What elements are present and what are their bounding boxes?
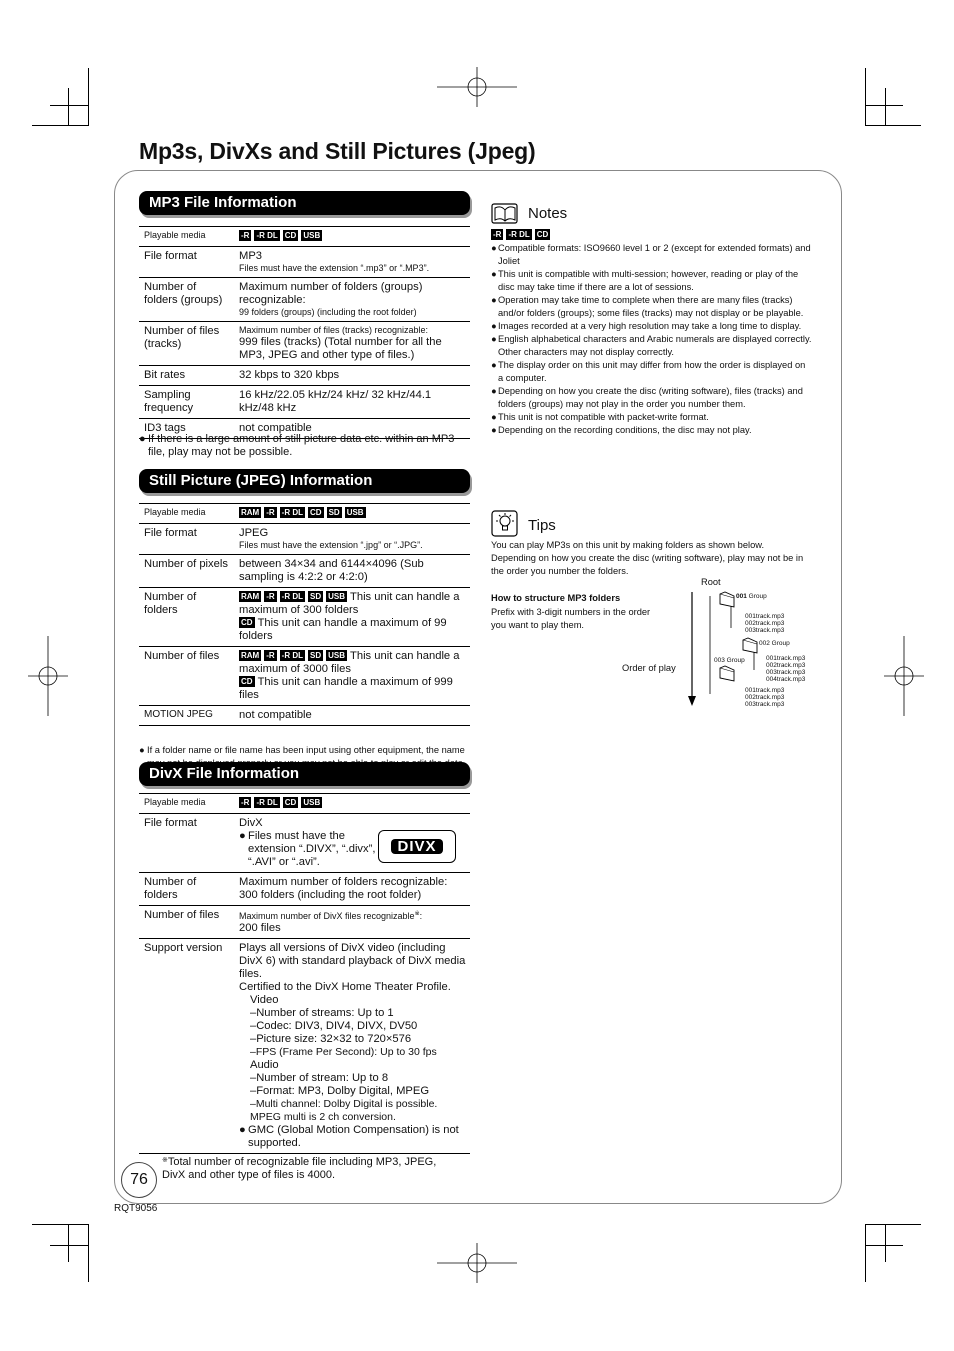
media-tag: CD [284,231,297,240]
notes-list [491,242,813,437]
file-name: 002track.mp3 [766,662,806,669]
support-line: Video [250,994,279,1006]
table-key: Number of folders [139,588,234,647]
media-tags [234,227,470,247]
support-line: –FPS (Frame Per Second): Up to 30 fps [250,1046,437,1058]
table-value: 200 files [239,922,281,934]
list-item [491,294,813,320]
footnote-text: Total number of recognizable file including MP3, JPEG, DivX and other type of files is 4000. [162,1156,437,1181]
group-3-files [745,687,784,708]
media-tag: -R [493,230,502,239]
table-value: Maximum number of folders (groups) recognizable: [239,281,423,306]
table-note: Maximum number of DivX files recognizable※: [239,911,423,921]
table-value: This unit can handle a maximum of 99 folders [239,617,447,642]
list-item [491,268,813,294]
structure-text: Prefix with 3-digit numbers in the order you want to play them. [491,607,651,630]
file-name: 003track.mp3 [766,669,806,676]
support-line: –Number of stream: Up to 8 [250,1072,389,1084]
tips-heading: Tips [528,517,556,534]
table-value: DivX [239,817,263,829]
media-tag: -R [241,231,250,240]
table-value: not compatible [234,419,470,439]
media-tag: CD [536,230,549,239]
table-value: Maximum number of folders recognizable: 300 folders (including the root folder) [234,873,470,906]
table-note: Files must have the extension “.mp3” or “.MP3”. [239,263,430,273]
support-line: –Multi channel: Dolby Digital is possible. MPEG multi is 2 ch conversion. [250,1098,438,1123]
folder-icon [719,591,735,609]
page-title: Mp3s, DivXs and Still Pictures (Jpeg) [139,138,536,164]
bullet-item [239,1124,468,1150]
support-line: GMC (Global Motion Compensation) is not supported. [248,1124,459,1149]
asterisk-icon: ※ [162,1157,168,1164]
bullet-icon: ● [491,269,497,279]
table-key: Number of files [139,647,234,706]
file-name: 001track.mp3 [745,687,785,694]
support-line: –Number of streams: Up to 1 [250,1007,394,1019]
table-row [139,939,470,1154]
table-note: 99 folders (groups) (including the root folder) [239,307,417,317]
media-tag: SD [328,508,340,517]
file-name: 002track.mp3 [745,694,785,701]
bullet-icon: ● [491,295,497,305]
support-line: Plays all versions of DivX video (including DivX 6) with standard playback of DivX media files. [239,942,466,980]
media-tag: USB [328,651,346,660]
registration-mark-left [28,636,68,716]
notes-heading: Notes [528,205,568,222]
media-tag: -R DL [281,651,303,660]
file-name: 001track.mp3 [766,655,806,662]
media-tag: USB [346,508,364,517]
media-tag: SD [310,651,322,660]
bullet-icon: ● [491,360,497,370]
mp3-table [139,226,470,439]
table-row [139,504,470,524]
table-row [139,706,470,726]
structure-title: How to structure MP3 folders [491,593,621,603]
list-item [491,242,813,268]
table-value: MP3 [239,250,263,262]
bullet-item [239,830,376,869]
media-tag: CD [241,618,253,627]
table-key: Bit rates [139,366,234,386]
page-code: RQT9056 [114,1203,158,1214]
jpeg-heading: Still Picture (JPEG) Information [139,469,470,493]
table-key: Number of folders [139,873,234,906]
group-suffix: Group [748,593,767,600]
media-tag: -R DL [256,798,278,807]
bullet-icon: ● [491,321,497,331]
table-note: Files must have the extension “.jpg” or “.JPG”. [239,540,423,550]
bullet-icon: ● [491,243,497,253]
support-line: Certified to the DivX Home Theater Profile. [239,981,451,993]
file-name: 001track.mp3 [745,613,785,620]
bullet-icon: ● [491,412,497,422]
table-key: Sampling frequency [139,386,234,419]
list-item [491,424,813,437]
table-row [139,278,470,322]
table-value: 32 kbps to 320 kbps [234,366,470,386]
list-item [491,320,813,333]
table-key: Support version [139,939,234,1154]
group-1-label [736,593,767,600]
tips-intro: You can play MP3s on this unit by making folders as shown below. Depending on how you create the disc (writing software), play may not be in the order you number the folders. [491,540,804,576]
divx-logo [378,830,456,863]
media-tag: -R [241,798,250,807]
table-key: File format [139,814,234,873]
list-item-text: Depending on how you create the disc (writing software), files (tracks) and folders (groups) may not play in the order you number them. [498,386,803,409]
table-value: This unit can handle a maximum of 999 files [239,676,453,701]
table-value: This unit can handle a maximum of 3000 files [239,650,460,675]
media-tag: RAM [241,592,260,601]
support-line: –Codec: DIV3, DIV4, DIVX, DV50 [250,1020,418,1032]
table-row [139,227,470,247]
bullet-icon: ● [239,1124,246,1136]
registration-mark-top [437,67,517,107]
list-item-text: Operation may take time to complete when there are many files (tracks) and/or folders (groups); some files (tracks) may not display or be playable. [498,295,804,318]
support-line: Audio [250,1059,279,1071]
media-tag: -R DL [281,508,303,517]
order-of-play-label: Order of play [622,663,676,673]
table-value: 16 kHz/22.05 kHz/24 kHz/ 32 kHz/44.1 kHz/48 kHz [234,386,470,419]
divx-table [139,793,470,1154]
table-row [139,794,470,814]
file-name: 003track.mp3 [745,627,785,634]
table-key: Playable media [139,227,234,247]
media-tag: -R DL [281,592,303,601]
list-item [491,333,813,359]
table-row [139,524,470,555]
media-tag: -R [266,651,275,660]
group-number: 001 [736,593,747,600]
media-tag: -R DL [508,230,530,239]
registration-mark-bottom [437,1243,517,1283]
file-name: 004track.mp3 [766,676,806,683]
list-item-text: Depending on the recording conditions, the disc may not play. [498,425,752,435]
group-2-files [766,655,805,683]
table-key: MOTION JPEG [139,706,234,726]
list-item-text: Compatible formats: ISO9660 level 1 or 2 (except for extended formats) and Joliet [498,243,811,266]
notes-icon [491,200,519,226]
table-note: Maximum number of files (tracks) recognizable: [239,325,429,335]
media-tags [234,794,470,814]
group-2-label: 002 Group [759,640,790,647]
list-item-text: Images recorded at a very high resolution may take a long time to display. [498,321,802,331]
media-tag: RAM [241,651,260,660]
table-row [139,555,470,588]
media-tags [234,504,470,524]
folder-icon [719,665,735,683]
media-tag: CD [241,677,253,686]
table-note: Files must have the extension “.DIVX”, “.divx”, “.AVI” or “.avi”. [248,830,376,868]
list-item-text: The display order on this unit may differ from how the order is displayed on a computer. [498,360,806,383]
table-key: Playable media [139,794,234,814]
list-item-text: This unit is compatible with multi-session; however, reading or play of the disc may take time if there are a lot of sessions. [498,269,799,292]
table-row [139,366,470,386]
mp3-heading: MP3 File Information [139,191,470,215]
list-item-text: This unit is not compatible with packet-write format. [498,412,709,422]
media-tag: USB [328,592,346,601]
group-3-label: 003 Group [714,657,745,664]
media-tag: -R [266,592,275,601]
folder-icon [742,637,758,655]
table-row [139,647,470,706]
table-row [139,814,470,873]
bullet-icon: ● [491,386,497,396]
note-text: If a folder name or file name has been input using other equipment, the name [147,745,465,755]
list-item [491,411,813,424]
bullet-icon: ● [139,745,145,755]
table-value: not compatible [234,706,470,726]
list-item [491,385,813,411]
jpeg-table [139,503,470,726]
media-tag: -R DL [256,231,278,240]
media-tag: USB [303,798,321,807]
table-row [139,588,470,647]
note-text: Maximum number of DivX files recognizable [239,911,415,921]
support-line: –Picture size: 32×32 to 720×576 [250,1033,412,1045]
divx-heading: DivX File Information [139,762,470,786]
bullet-icon: ● [239,830,246,842]
notes-tags [491,229,553,240]
table-row [139,386,470,419]
bullet-icon: ● [491,334,497,344]
table-key: ID3 tags [139,419,234,439]
page-number: 76 [121,1162,157,1198]
table-value: JPEG [239,527,269,539]
table-value: between 34×34 and 6144×4096 (Sub sampling is 4:2:2 or 4:2:0) [234,555,470,588]
list-item [491,359,813,385]
media-tag: SD [310,592,322,601]
table-row [139,873,470,906]
table-value: 999 files (tracks) (Total number for all the MP3, JPEG and other type of files.) [239,336,442,361]
mp3-note [139,433,468,459]
table-key: Playable media [139,504,234,524]
table-key: Number of folders (groups) [139,278,234,322]
table-key: Number of files [139,906,234,939]
media-tag: CD [284,798,297,807]
bullet-icon: ● [139,433,146,445]
divx-footnote [162,1154,462,1182]
table-key: Number of pixels [139,555,234,588]
media-tag: -R [266,508,275,517]
file-name: 002track.mp3 [745,620,785,627]
registration-mark-right [884,636,924,716]
note-text: If there is a large amount of still picture data etc. within an MP3 file, play may not be possible. [148,433,455,458]
bullet-icon: ● [491,425,497,435]
root-label: Root [701,577,721,587]
table-value: This unit can handle a maximum of 300 folders [239,591,460,616]
table-row [139,247,470,278]
table-key: Number of files (tracks) [139,322,234,366]
file-name: 003track.mp3 [745,701,785,708]
table-row [139,322,470,366]
table-row [139,906,470,939]
list-item-text: English alphabetical characters and Arabic numerals are displayed correctly. Other characters may not display correctly. [498,334,812,357]
support-line: –Format: MP3, Dolby Digital, MPEG [250,1085,430,1097]
divx-logo-text: DIVX [391,839,442,854]
media-tag: CD [310,508,322,517]
table-key: File format [139,247,234,278]
media-tag: USB [303,231,321,240]
tips-icon [491,510,519,538]
table-key: File format [139,524,234,555]
media-tag: RAM [241,508,260,517]
group-1-files [745,613,784,634]
